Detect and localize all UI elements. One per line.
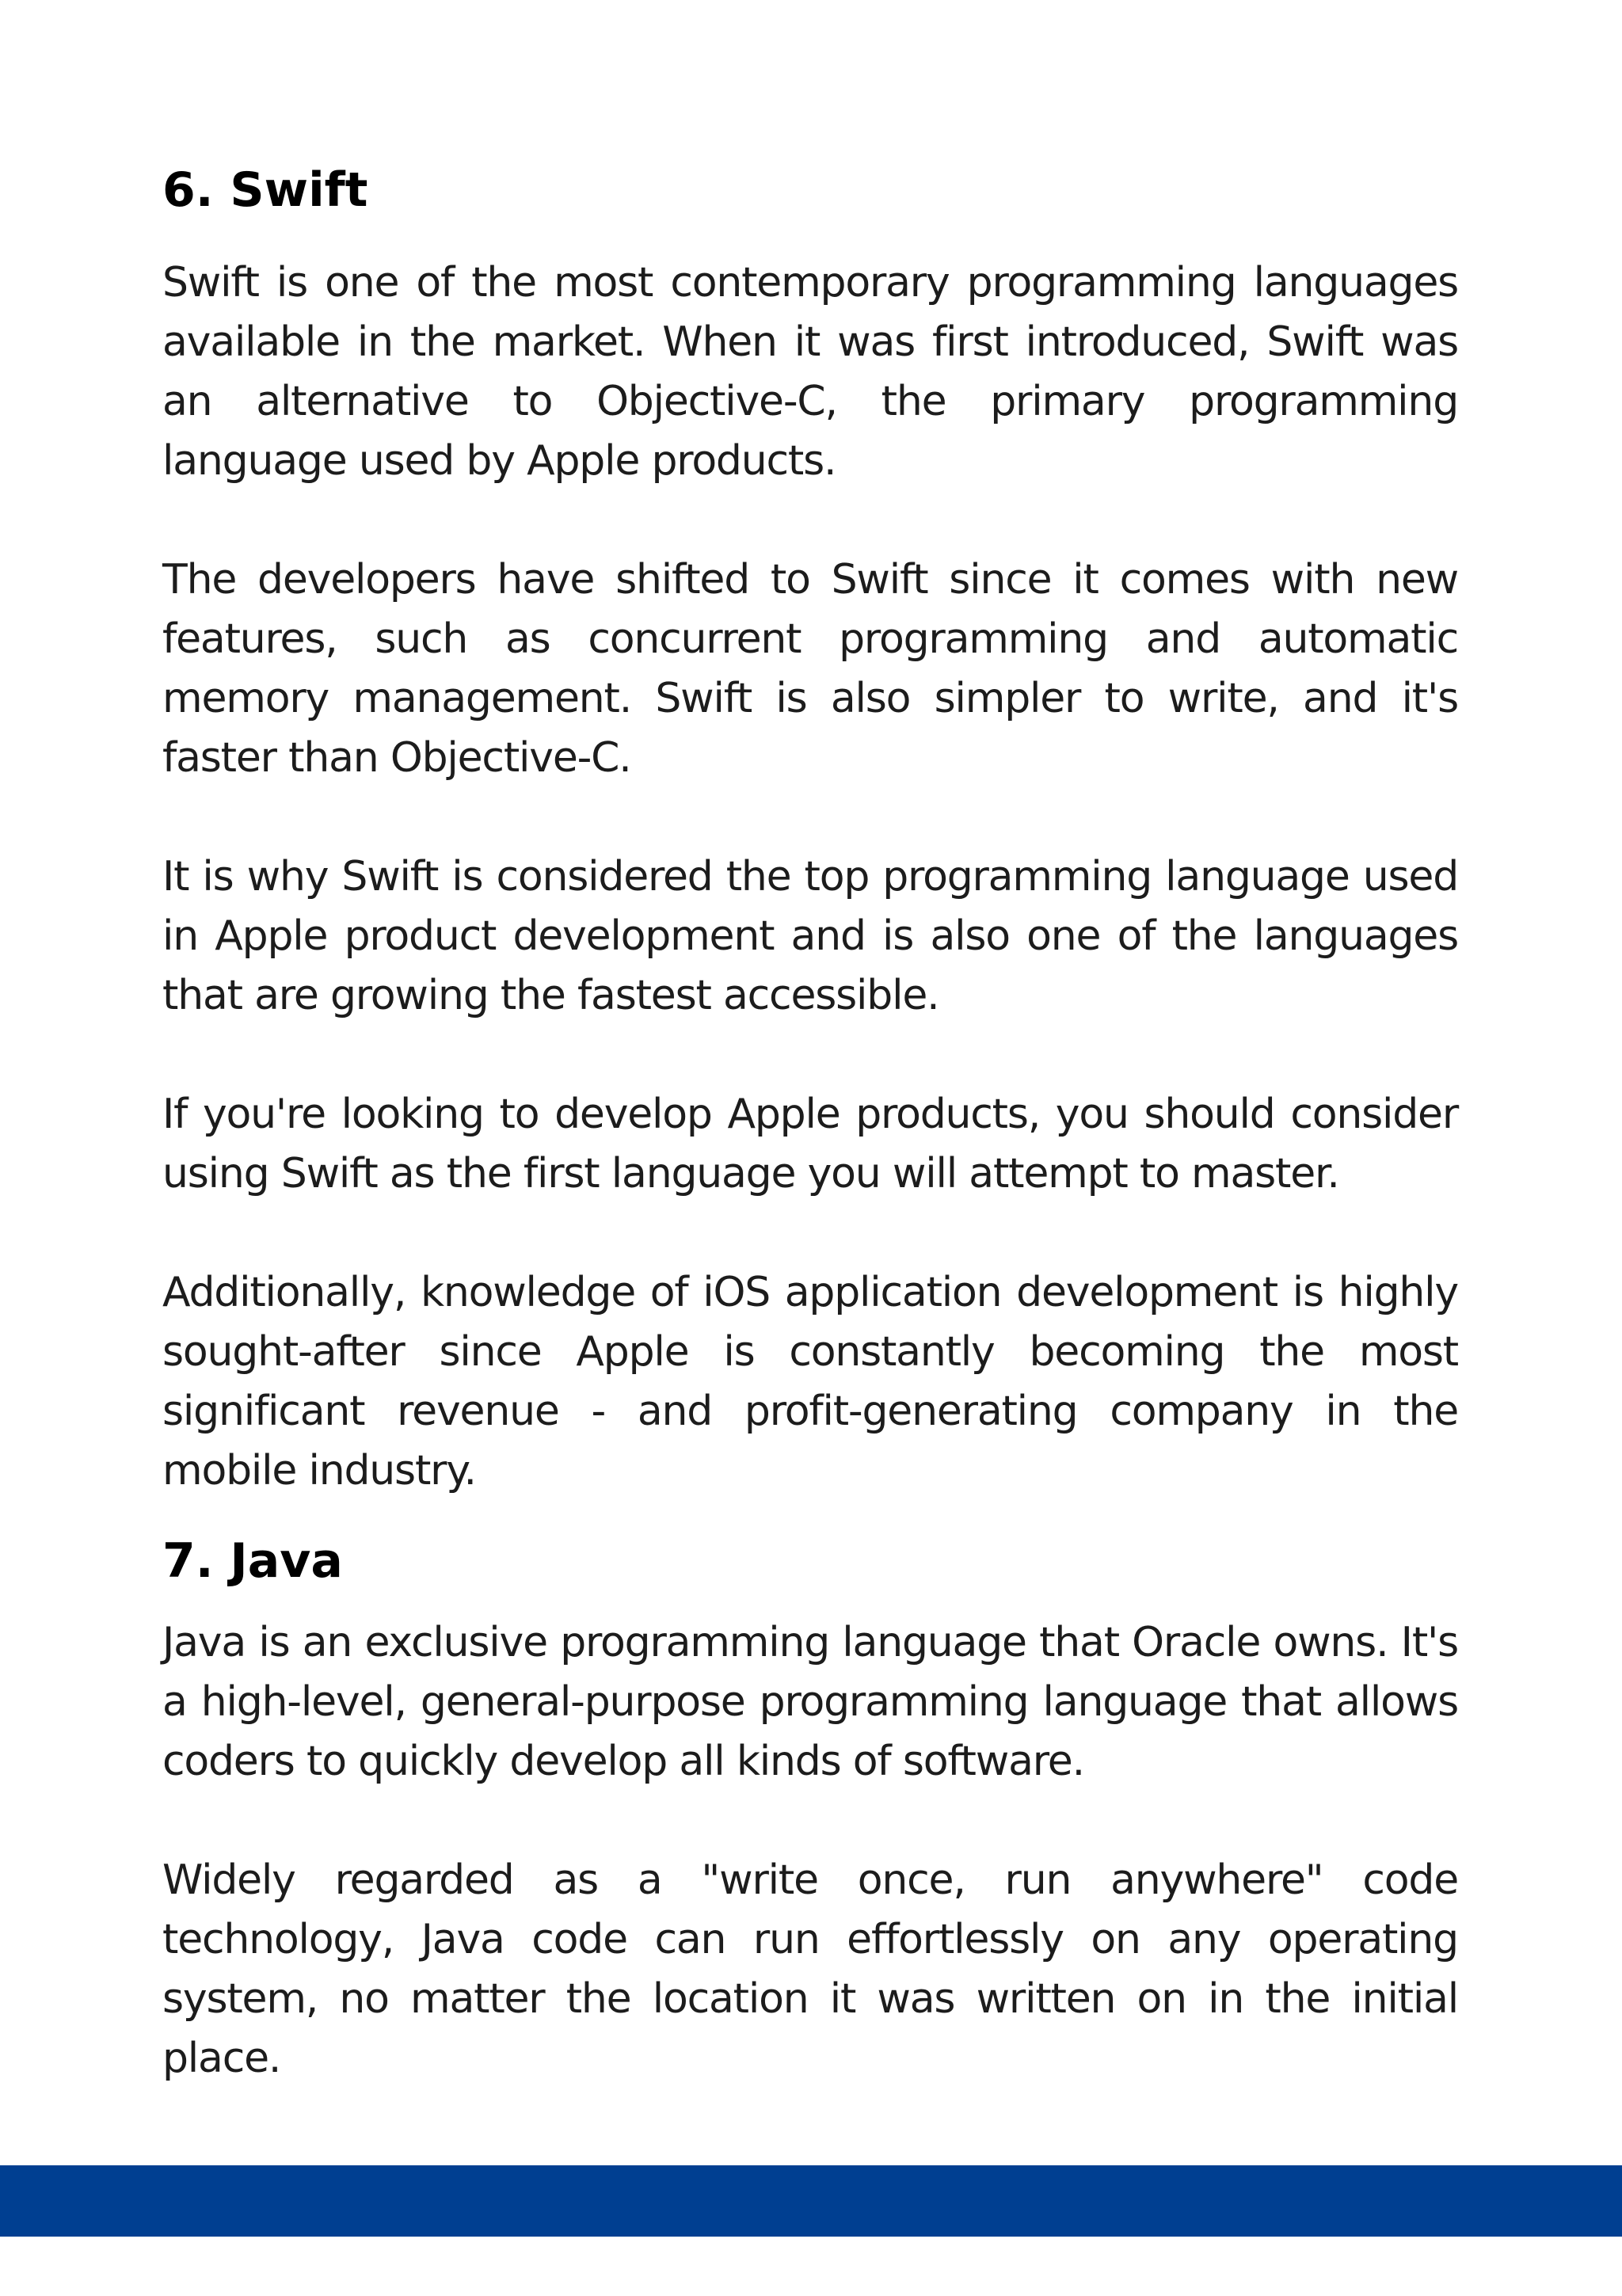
swift-paragraph-3: It is why Swift is considered the top programming language used in Apple product development and is also one of the languages that are growing the fastest accessible. <box>162 853 1458 1019</box>
java-paragraph-2: Widely regarded as a "write once, run anywhere" code technology, Java code can run effortlessly on any operating system, no matter the location it was written on in the initial place. <box>162 1856 1458 2082</box>
section-heading-java: 7. Java <box>162 1533 343 1589</box>
footer-bar <box>0 2165 1622 2237</box>
swift-paragraph-4: If you're looking to develop Apple products, you should consider using Swift as the first language you will attempt to master. <box>162 1091 1458 1197</box>
swift-paragraph-1: Swift is one of the most contemporary programming languages available in the market. When it was first introduced, Swift was an alternative to Objective-C, the primary programming language used by Apple products. <box>162 259 1458 485</box>
swift-paragraph-2: The developers have shifted to Swift since it comes with new features, such as concurrent programming and automatic memory management. Swift is also simpler to write, and it's faster than Objective-C. <box>162 556 1458 782</box>
swift-paragraph-5: Additionally, knowledge of iOS application development is highly sought-after since Apple is constantly becoming the most significant revenue - and profit-generating company in the mobile industry. <box>162 1269 1458 1494</box>
java-paragraph-1: Java is an exclusive programming language that Oracle owns. It's a high-level, general-purpose programming language that allows coders to quickly develop all kinds of software. <box>162 1619 1458 1785</box>
section-heading-swift: 6. Swift <box>162 162 368 218</box>
document-body <box>162 158 1458 2088</box>
